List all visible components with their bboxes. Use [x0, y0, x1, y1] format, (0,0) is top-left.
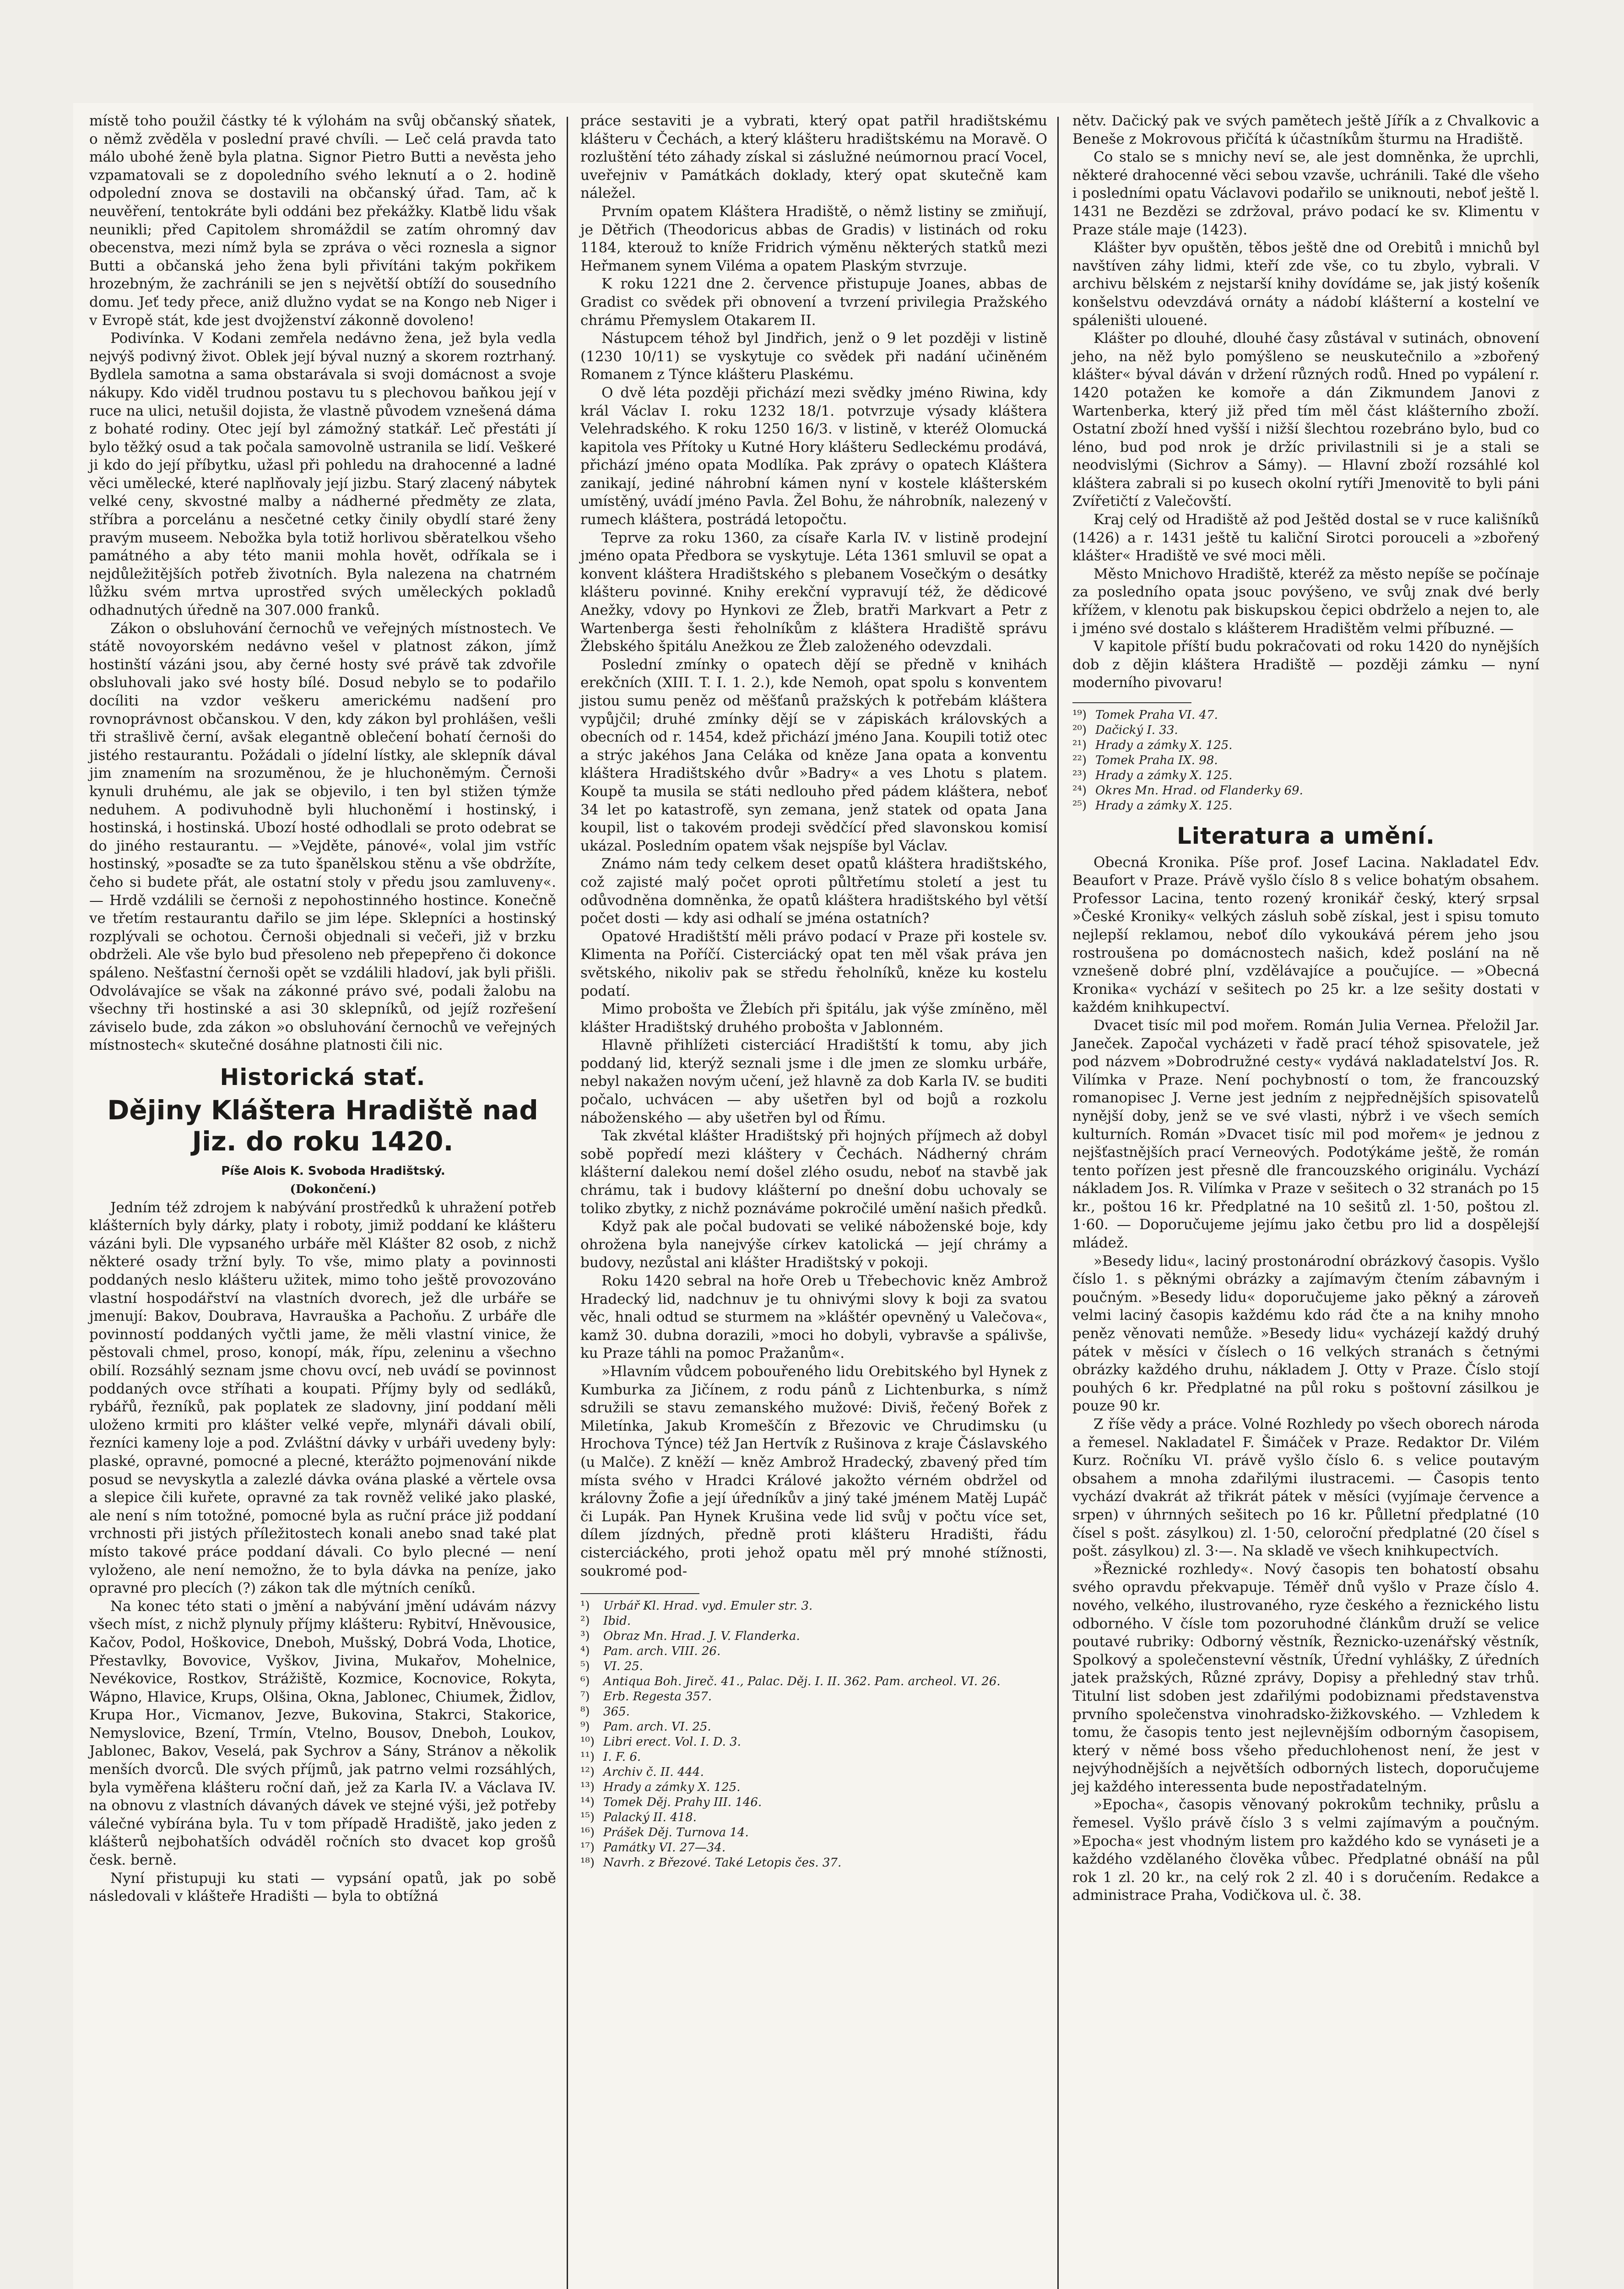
paragraph: Zákon o obsluhování černochů ve veřejných místnostech. Ve státě novoyorském nedávno vešel v platnost zákon, jímž hostinští vázáni jsou, aby černé hosty své právě tak zdvořile obsluhovali jako své hosty bílé. Dosud nebylo se to podařilo docíliti na vzdor veškeru americkému nadšení pro rovnoprávnost občanskou. V den, kdy zákon byl prohlášen, vešli tři strašlivě černí, avšak elegantně oblečení bohatí černoši do jistého restaurantu. Požádali o jídelní lístky, ale sklepník dával jim znamením na srozuměnou, že je hluchoněmým. Černoši kynuli druhému, ale jak se objevilo, i ten byl stižen týmže neduhem. A podivuhodně byli hluchoněmí i hostinský, i hostinská, i hostinská. Ubozí hosté odhodlali se proto odebrat se do jiného restaurantu. — »Vejděte, pánové«, volal jim vstříc hostinský, »posaďte se za tuto španělskou stěnu a vše obdržíte, čeho si budete přát, ale ostatní stoly v předu jsou zamluveny«. — Hrdě vzdálili se černoši z nepohostinného hostince. Konečně ve třetím restaurantu dařilo se jim lépe. Sklepníci a hostinský rozplývali se ochotou. Černoši objednali si večeři, již v brzku obdrželi. Ale vše bylo bud přesoleno neb přepepřeno či dokonce spáleno. Nešťastní černoši opět se vzdálili hladoví, jak byli přišli. Odvolávajíce se však na zákonné právo své, podali žalobu na všechny tři hostinské a asi 30 sklepníků, od jejíž rozřešení záviselo bude, zda zákon »o obsluhování černochů ve veřejných místnostech« skutečné dosáhne platnosti čili nic.: [89, 620, 556, 1054]
column-1: [89, 112, 556, 1906]
footnote: ¹⁹) Tomek Praha VI. 47.: [1072, 708, 1218, 722]
footnote: ¹⁴) Tomek Děj. Prahy III. 146.: [580, 1795, 762, 1810]
footnote: ³) Obraz Mn. Hrad. J. V. Flanderka.: [580, 1629, 800, 1644]
paragraph: Nyní přistupuji ku stati — vypsání opatů, jak po sobě následovali v klášteře Hradišti — byla to obtížná: [89, 1870, 556, 1905]
footnote: ²⁴) Okres Mn. Hrad. od Flanderky 69.: [1072, 784, 1303, 797]
footnote: ²⁰) Dačický I. 33.: [1072, 723, 1178, 737]
paragraph: práce sestaviti je a vybrati, který opat patřil hradištskému klášteru v Čechách, a který klášteru hradištskému na Moravě. O rozluštění této záhady získal si záslužné neúmornou prací Vocel, uveřejniv v Památkách doklady, který opat skutečně kam náležel.: [580, 113, 1047, 202]
footnote: ¹) Urbář Kl. Hrad. vyd. Emuler str. 3.: [580, 1599, 813, 1613]
footnote: ¹⁸) Navrh. z Březové. Také Letopis čes. 37.: [580, 1856, 842, 1870]
paragraph: Z říše vědy a práce. Volné Rozhledy po všech oborech národa a řemesel. Nakladatel F. Šimáček v Praze. Redaktor Dr. Vilém Kurz. Ročníku VI. právě vyšlo číslo 6. s velice poutavým obsahem a mnoha zdařilými ilustracemi. — Časopis tento vychází dvakrát až třikrát pátek v měsíci (vyjímaje července a srpen) v úhrnných sešitech po 16 kr. Půlletní předplatné (10 čísel s pošt. zásylkou) zl. 1·50, celoroční předplatné (20 čísel s pošt. zásylkou) zl. 3·—. Na skladě ve všech knihkupectvích.: [1072, 1416, 1539, 1560]
footnote-rule: [1072, 702, 1191, 703]
paragraph: Nástupcem téhož byl Jindřich, jenž o 9 let později v listině (1230 10/11) se vyskytuje co svědek při nadání učiněném Romanem z Týnce klášteru Plaskému.: [580, 330, 1047, 383]
paragraph: »Epocha«, časopis věnovaný pokrokům techniky, průslu a řemesel. Vyšlo právě číslo 3 s velmi zajímavým a poučným. »Epocha« jest vhodným listem pro každého kdo se vynáseti je a každého vzdělaného člověka vůbec. Předplatné obnáší na půl rok 1 zl. 20 kr., na celý rok 2 zl. 40 i s doručením. Redakce a administrace Praha, Vodičkova ul. č. 38.: [1072, 1796, 1539, 1904]
paragraph: »Řeznické rozhledy«. Nový časopis ten bohatostí obsahu svého opravdu překvapuje. Téměř dnů vyšlo v Praze číslo 4. nového, velkého, ilustrovaného, ryze českého a řeznického listu odborného. V čísle tom pozoruhodné článkům druží se velice poutavé rubriky: Odborný věstník, Řeznicko-uzenářský věstník, Spolkový a společenstevní věstník, Úřední vyhlášky, Z úředních jatek pražských, Různé zprávy, Dopisy a přehledný stav trhů. Titulní list sdoben jest zdařilými podobiznami představenstva prvního společenstva vinohradsko-žižkovského. — Vzhledem k tomu, že časopis tento jest nejlevnějším odborným časopisem, který v němé boss všeho předuchlohenost není, že jest v nejvýhodnějších a největších odborných listech, doporučujeme jej každého interessenta bude nepostřadatelným.: [1072, 1561, 1539, 1795]
footnote: ¹⁷) Památky VI. 27—34.: [580, 1841, 726, 1855]
footnote: ¹²) Archiv č. II. 444.: [580, 1765, 704, 1779]
paragraph: V kapitole příští budu pokračovati od roku 1420 do nynějších dob z dějin kláštera Hradiště — později zámku — nyní moderního pivovaru!: [1072, 638, 1539, 691]
footnote: ²¹) Hrady a zámky X. 125.: [1072, 738, 1233, 752]
paragraph: místě toho použil částky té k výlohám na svůj občanský sňatek, o němž zvěděla v poslední pravé chvíli. — Leč celá pravda tato málo ubohé ženě byla platna. Signor Pietro Butti a nevěsta jeho vzpamatovali se z dopoledního svého leknutí a o 2. hodině odpolední znova se dostavili na občanský úřad. Tam, ač k neuvěření, tentokráte byli oddáni bez překážky. Klatbě lidu však neunikli; před Capitolem shromáždil se zatím ohromný dav obecenstva, mezi nímž byla se zpráva o věci roznesla a signor Butti a občanská jeho žena byli přivítáni takým pokřikem hrozebným, že zachránili se jen s největší obtíží do sousedního domu. Jeť tedy přece, aniž dlužno vydat se na Kongo neb Niger i v Evropě stát, kde jest dvojženství zákonně dovoleno!: [89, 113, 556, 329]
paragraph: »Besedy lidu«, laciný prostonárodní obrázkový časopis. Vyšlo číslo 1. s pěknými obrázky a zajímavým čtením zábavným i poučným. »Besedy lidu« doporučujeme jako pěkný a zároveň velmi laciný časopis každému kdo rád čte a na knihy mnoho peněz věnovati nemůže. »Besedy lidu« vycházejí každý druhý pátek v měsíci v číslech o 16 velkých stranách s četnými obrázky každého druhu, nákladem J. Otty v Praze. Číslo stojí pouhých 6 kr. Předplatné na půl roku s poštovní zásilkou je pouze 90 kr.: [1072, 1253, 1539, 1415]
column-rule: [1057, 117, 1059, 2289]
footnote: ¹³) Hrady a zámky X. 125.: [580, 1780, 741, 1795]
footnote: ²⁵) Hrady a zámky X. 125.: [1072, 799, 1233, 813]
paragraph: Roku 1420 sebral na hoře Oreb u Třebechovic kněz Ambrož Hradecký lid, nadchnuv je tu ohnivými slovy k boji za svatou věc, hnali odtud se sturmem na »kláštér opevněný u Valečova«, kamž 30. dubna dorazili, »moci ho dobyli, vybravše a spálivše, ku Praze táhli na pomoc Pražanům«.: [580, 1273, 1047, 1362]
section-heading-history: Historická stať.: [220, 1063, 426, 1090]
paragraph: Na konec této stati o jmění a nabývání jmění udávám názvy všech míst, z nichž plynuly příjmy klášteru: Rybitví, Hněvousice, Kačov, Podol, Hoškovice, Dneboh, Mušský, Dobrá Voda, Lhotice, Přestavlky, Bovovice, Vyškov, Jivina, Mukařov, Mohelnice, Nevékovice, Rostkov, Strážiště, Kozmice, Kocnovice, Rokyta, Wápno, Hlavice, Krups, Olšina, Okna, Jablonec, Chiumek, Židlov, Krupa Hor., Vicmanov, Jezve, Bukovina, Stakrci, Stakorice, Nemyslovice, Bzení, Trmín, Vtelno, Bousov, Dneboh, Loukov, Jablonec, Bakov, Veselá, pak Sychrov a Sány, Stránov a několik menších dvorců. Dle svých příjmů, jak patrno velmi rozsáhlých, byla vyměřena klášteru roční daň, jež za Karla IV. a Václava IV. na obnovu z vlastních dávaných dávek ve stejné výši, jež potřeby válečné vybírána byla. Tu v tom případě Hradiště, jako jeden z klášterů nejbohatších odváděl ročních sto dvacet kop grošů česk. berně.: [89, 1598, 556, 1869]
paragraph: Jedním též zdrojem k nabývání prostředků k uhražení potřeb klášterních byly dárky, platy i roboty, jimiž poddaní ke klášteru vázáni byli. Dle vypsaného urbáře měl Klášter 82 osob, z nichž některé osady tržní byly. To vše, mimo platy a povinnosti poddaných neslo klášteru užitek, mimo toho ještě provozováno vlastní hospodářství na vlastních dvorech, jež dle urbáře se jmenují: Bakov, Doubrava, Havrauška a Pachoňu. Z urbáře dle povinností poddaných vyčtli jame, že měli vlastní vinice, že pěstovali chmel, proso, konopí, mák, řípu, zeleninu a všechno obilí. Rozsáhlý seznam jsme chovu ovcí, neb uvádí se povinnost poddaných ovce stříhati a koupati. Příjmy byly od sedláků, rybářů, řezníků, pak poplatek ze sladovny, jiní poddaní měli uloženo krmiti pro klášter velké vepře, mlynáři dávali obilí, řezníci kameny loje a pod. Zvláštní dávky v urbáři uvedeny byly: plaské, opravné, pomocné a plecné, kterážto pojmenování nikde posud se nevyskytla a zalezlé dávka ována plaské a věrtele ovsa a slepice čili kuřete, opravné za tak rovněž veliké jako plaské, ale není s ním totožné, pomocné byla as ruční práce již poddaní vrchnosti při jistých příležitostech konali anebo snad také plat místo takové práce poddaní dávali. Co bylo plecné — není vyloženo, ale není nemožno, že to byla dávka na peníze, jako opravné pro plecích (?) zákon tak dle mýtních ceníků.: [89, 1199, 556, 1597]
paragraph: Poslední zmínky o opatech dějí se předně v knihách erekčních (XIII. T. I. 1. 2.), kde Nemoh, opat spolu s konventem jistou sumu peněz od měšťanů pražských k potřebám kláštera vypůjčil; druhé zmínky dějí se v zápiskách královských a obecních od r. 1454, kdež přichází jméno Jana. Koupili totiž otec a strýc jakéhos Jana Celáka od kněze Jana opata a konventu kláštera Hradištského dvůr »Badry« a ves Lhotu s platem. Koupě ta musila se státi nedlouho před pádem kláštera, neboť 34 let po katastrofě, syn zemana, jenž statek od opata Jana koupil, list o takovém prodeji svědčící před slavonskou komisí ukázal. Posledním opatem však nejspíše byl Václav.: [580, 656, 1047, 854]
footnote: ¹⁰) Libri erect. Vol. I. D. 3.: [580, 1735, 741, 1749]
paragraph: Tak zkvétal klášter Hradištský při hojných příjmech až dobyl sobě popředí mezi kláštery v Čechách. Nádherný chrám klášterní dalekou nemí došel zlého osudu, neboť na stavbě jak chrámu, tak i budovy klášterní po dnešní dobu uchovaly se toliko zbytky, z nichž poznáváme pokročilé umění našich předků.: [580, 1128, 1047, 1217]
continuation-note: (Dokončení.): [290, 1182, 377, 1197]
paragraph: »Hlavním vůdcem pobouřeného lidu Orebitského byl Hynek z Kumburka za Jičínem, z rodu pánů z Lichtenburka, s nímž sdružili se stavu zemanského mužové: Diviš, řečený Bořek z Miletínka, Jakub Kromeščín z Březovic ve Chrudimsku (u Hrochova Týnce) též Jan Hertvík z Rušinova z kraje Čáslavského (u Malče). Z kněží — kněz Ambrož Hradecký, zbavený před tím místa svého v Hradci Králové jakožto vérném obdržel od královny Žofie a její úředníkův a jiný také jménem Matěj Lupáč či Lupák. Pan Hynek Krušina vede lid svůj v počtu více set, dílem jízdných, předně proti klášteru Hradišti, řádu cisterciáckého, proti jehož opatu měl prý mnohé stížnosti, soukromé pod-: [580, 1363, 1047, 1579]
footnote: ⁶) Antiqua Boh. Jireč. 41., Palac. Děj. I. II. 362. Pam. archeol. VI. 26.: [580, 1675, 1001, 1689]
footnotes: [1072, 708, 1539, 814]
footnote: ²²) Tomek Praha IX. 98.: [1072, 754, 1218, 767]
footnote: ¹⁵) Palacký II. 418.: [580, 1811, 697, 1825]
paragraph: Dvacet tisíc mil pod mořem. Román Julia Vernea. Přeložil Jar. Janeček. Započal vycházeti v řadě prací téhož spisovatele, jež pod názvem »Dobrodružné cesty« vydává nakladatelství Jos. R. Vilímka v Praze. Není pochybností o tom, že francouzský romanopisec J. Verne jest jedním z nejpřednějších spisovatelů nynější doby, jenž se ve své vlasti, nýbrž i ve všech semích kulturních. Román »Dvacet tisíc mil pod mořem« je jednou z nejšťastnějších prací Verneových. Podotýkáme ještě, že román tento pořízen jest přesně dle francouzského originálu. Vychází nákladem Jos. R. Vilímka v Praze v sešitech o 32 stranách po 15 kr., poštou 16 kr. Předplatné na 10 sešitů zl. 1·50, poštou zl. 1·60. — Doporučujeme jejímu jako četbu pro lid a dospělejší mládež.: [1072, 1017, 1539, 1252]
footnote-rule: [580, 1593, 699, 1594]
footnote: ⁴) Pam. arch. VIII. 26.: [580, 1644, 721, 1659]
footnote: ⁹) Pam. arch. VI. 25.: [580, 1720, 711, 1734]
column-2: [580, 112, 1047, 1871]
paragraph: Známo nám tedy celkem deset opatů kláštera hradištského, což zajisté malý počet oproti půltřetímu století a jest tu odůvodněna domněnka, že opatů kláštera hradištského byl větší počet dosti — kdy asi odhalí se jména ostatních?: [580, 856, 1047, 927]
footnote: ¹⁶) Prášek Děj. Turnova 14.: [580, 1826, 749, 1840]
paragraph: Hlavně přihlížeti cisterciácí Hradištští k tomu, aby jich poddaný lid, kterýž seznali jsme i dle jmen ze slomku urbáře, nebyl nakažen novým učení, jež hlavně za dob Karla IV. se buditi počalo, uchvácen — aby ušetřen byl od bojů a rozkolu náboženského — aby ušetřen byl od Římu.: [580, 1037, 1047, 1126]
column-3: [1072, 112, 1539, 1905]
section-heading-literature: Literatura a umění.: [1177, 823, 1435, 849]
paragraph: Klášter byv opuštěn, těbos ještě dne od Orebitů i mnichů byl navštíven záhy lidmi, kteří zde vše, co tu zbylo, vybrali. V archivu bělském z nejstarší knihy dovídáme se, jak jistý košeník konšelstvu odevzdává ornáty a nádobí klášterní a kostelní ve spáleništi ulouené.: [1072, 239, 1539, 329]
byline: Píše Alois K. Svoboda Hradištský.: [221, 1164, 445, 1178]
paragraph: nětv. Dačický pak ve svých pamětech ještě Jířík a z Chvalkovic a Beneše z Mokrovous přičítá k účastníkům šturmu na Hradiště.: [1072, 113, 1539, 147]
footnote: ²) Ibid.: [580, 1614, 631, 1628]
footnote: ⁵) VI. 25.: [580, 1660, 643, 1674]
paragraph: Opatové Hradištští měli právo podací v Praze při kostele sv. Klimenta na Poříčí. Cisterciácký opat ten měl však práva jen světského, nikoliv pak se středu řeholníků, kněze ku kostelu podatí.: [580, 928, 1047, 999]
paragraph: Mimo probošta ve Žlebích při špitálu, jak výše zmíněno, měl klášter Hradištský druhého probošta v Jablonném.: [580, 1001, 1047, 1036]
article-title: Dějiny Kláštera Hradiště nad Jiz. do roku 1420.: [107, 1095, 538, 1157]
paragraph: Když pak ale počal budovati se veliké náboženské boje, kdy ohrožena byla nanejvýše církev katolická — její chrámy a budovy, nezůstal ani klášter Hradištský v pokoji.: [580, 1218, 1047, 1271]
paragraph: Co stalo se s mnichy neví se, ale jest domněnka, že uprchli, některé drahocenné věci sebou vzavše, uchránili. Také dle všeho i posledními opatu Václavovi podařilo se uniknouti, neboť ještě l. 1431 ne Bezdězi se zdržoval, právo podací ke sv. Klimentu v Praze stále maje (1423).: [1072, 149, 1539, 238]
paragraph: Kraj celý od Hradiště až pod Ještěd dostal se v ruce kališníků (1426) a r. 1431 ještě tu kaliční Sirotci porouceli a »zbořený klášter« Hradiště ve své moci měli.: [1072, 511, 1539, 564]
footnotes: [580, 1599, 1047, 1871]
paragraph: K roku 1221 dne 2. července přistupuje Joanes, abbas de Gradist co svědek při obnovení a tvrzení privilegia Pražského chrámu Přemyslem Otakarem II.: [580, 276, 1047, 329]
paragraph: Město Mnichovo Hradiště, kteréž za město nepíše se počínaje za posledního opata jsouc povýšeno, ve svůj znak dvé berly křížem, v klenotu pak biskupskou čepici obdrželo a nejen to, ale i jméno své dostalo s klášterem Hradištěm velmi příbuzné. —: [1072, 565, 1539, 637]
paragraph: Podivínka. V Kodani zemřela nedávno žena, jež byla vedla nejvýš podivný život. Oblek její býval nuzný a skorem roztrhaný. Bydlela samotna a sama obstarávala si svoji domácnost a svoje nákupy. Kdo viděl trudnou postavu tu s plechovou baňkou její v ruce na ulici, netušil dojista, že vlastně původem vznešená dáma z bohaté rodiny. Otec její byl zámožný statkář. Leč přestáti jí bylo těžký osud a tak počala samovolně ustranila se lidí. Veškeré ji kdo do její příbytku, užasl při pohledu na drahocenné a ladné věci umělecké, které naplňovaly její jizbu. Starý zlacený nábytek velké ceny, skvostné malby a nádherné předměty ze zlata, stříbra a porcelánu a nesčetné cetky činily obydlí staré ženy pravým museem. Nebožka byla totiž horlivou sběratelkou všeho památného a aby této manii mohla hovět, odříkala se i nejdůležitějších potřeb životních. Byla nalezena na chatrném lůžku svém mrtva uprostřed svých uměleckých pokladů odhadnutých úředně na 307.000 franků.: [89, 330, 556, 619]
column-rule: [567, 117, 568, 2289]
paragraph: Obecná Kronika. Píše prof. Josef Lacina. Nakladatel Edv. Beaufort v Praze. Právě vyšlo číslo 8 s velice bohatým obsahem. Professor Lacina, tento rozený kronikář český, který srpsal »České Kroniky« velkých zásluh sobě získal, jest i spisu tomuto nejlepší reklamou, neboť dílo vykoukává pérem jeho jsou rostroušena po domácnostech našich, kdež poslání na ně vznešeně dobré plní, vzdělávajíce a poučujíce. — »Obecná Kronika« vychází v sešitech po 25 kr. a lze sešity dostati v každém knihkupectví.: [1072, 854, 1539, 1016]
footnote: ¹¹) I. F. 6.: [580, 1750, 641, 1764]
paragraph: O dvě léta později přichází mezi svědky jméno Riwina, kdy král Václav I. roku 1232 18/1. potvrzuje výsady kláštera Velehradského. K roku 1250 16/3. v listině, v kteréž Olomucká kapitola ves Přítoky u Kutné Hory klášteru Sedleckému prodává, přichází jméno opata Modlíka. Pak zprávy o opatech Kláštera zanikají, jediné náhrobní kámen nyní v kostele klášterském umístěný, uvádí jméno Pavla. Žel Bohu, že náhrobník, nalezený v rumech kláštera, postrádá letopočtu.: [580, 384, 1047, 528]
footnote: ⁸) 365.: [580, 1705, 630, 1719]
paragraph: Teprve za roku 1360, za císaře Karla IV. v listině prodejní jméno opata Předbora se vyskytuje. Léta 1361 smluvil se opat a konvent kláštera Hradištského s plebanem Vosečkým o desátky klášteru povinné. Knihy erekční vypravují též, že dědicové Anežky, vdovy po Hynkovi ze Žleb, bratři Markvart a Petr z Wartenberga šesti řeholníkům z kláštera Hradiště správu Žlebského špitálu Anežkou ze Žleb založeného odevzdali.: [580, 529, 1047, 655]
paragraph: Klášter po dlouhé, dlouhé časy zůstával v sutinách, obnovení jeho, na něž bylo pomýšleno se neuskutečnilo a »zbořený klášter« býval dáván v držení různých rodů. Hned po vypálení r. 1420 potažen ke komoře a dán Zikmundem Janovi z Wartenberka, který již před tím měl část klášterního zboží. Ostatní zboží hned vyšší i nižší šlechtou rozebráno bylo, bud co léno, bud pod nrok je držíc privilastnili si je a stali se neodvislými (Sichrov a Sámy). — Hlavní zboží rozsáhlé kol kláštera zabrali si po kusech okolní rytíři Jmenovitě to byli páni Zvířetičtí z Valečovští.: [1072, 330, 1539, 510]
footnote: ⁷) Erb. Regesta 357.: [580, 1690, 712, 1704]
footnote: ²³) Hrady a zámky X. 125.: [1072, 769, 1233, 782]
paragraph: Prvním opatem Kláštera Hradiště, o němž listiny se zmiňují, je Dětřich (Theodoricus abbas de Gradis) v listinách od roku 1184, kterouž to kníže Fridrich výměnu některých statků mezi Heřmanem synem Viléma a opatem Plaským stvrzuje.: [580, 203, 1047, 274]
